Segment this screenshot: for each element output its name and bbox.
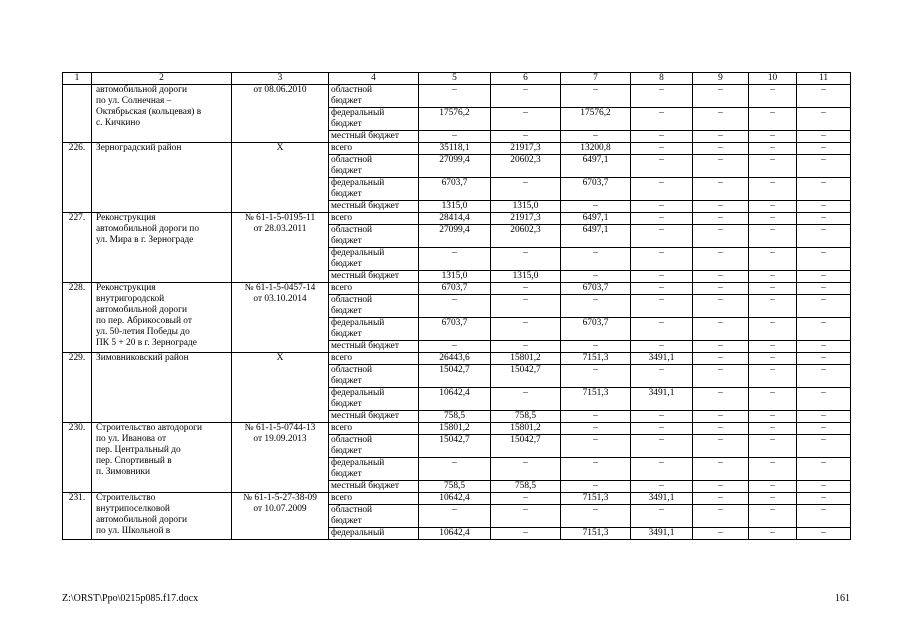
- row-number: 227.: [63, 213, 92, 283]
- funding-source: местный бюджет: [329, 201, 419, 213]
- header-row: [63, 73, 851, 85]
- value-cell: –: [749, 481, 797, 493]
- funding-source: всего: [329, 493, 419, 505]
- value-cell: 6497,1: [561, 213, 631, 225]
- value-cell: 6703,7: [561, 283, 631, 295]
- column-header: 6: [491, 73, 561, 85]
- value-cell: –: [419, 341, 491, 353]
- value-cell: –: [561, 201, 631, 213]
- funding-source: федеральный бюджет: [329, 388, 419, 411]
- value-cell: 17576,2: [419, 108, 491, 131]
- value-cell: 6703,7: [561, 178, 631, 201]
- value-cell: –: [419, 458, 491, 481]
- value-cell: –: [749, 248, 797, 271]
- value-cell: 15801,2: [491, 423, 561, 435]
- value-cell: 758,5: [419, 411, 491, 423]
- object-name: Зерноградский район: [92, 143, 232, 213]
- funding-source: местный бюджет: [329, 271, 419, 283]
- value-cell: –: [631, 108, 693, 131]
- value-cell: 15801,2: [419, 423, 491, 435]
- value-cell: –: [693, 213, 749, 225]
- value-cell: 27099,4: [419, 155, 491, 178]
- funding-source: федеральный бюджет: [329, 318, 419, 341]
- value-cell: 7151,3: [561, 493, 631, 505]
- value-cell: 3491,1: [631, 528, 693, 540]
- value-cell: 20602,3: [491, 225, 561, 248]
- value-cell: –: [561, 435, 631, 458]
- value-cell: –: [797, 365, 851, 388]
- value-cell: –: [631, 435, 693, 458]
- object-name: Реконструкция автомобильной дороги по ул. Мира в г. Зернограде: [92, 213, 232, 283]
- value-cell: –: [797, 201, 851, 213]
- column-header: 2: [92, 73, 232, 85]
- value-cell: –: [749, 143, 797, 155]
- value-cell: –: [631, 295, 693, 318]
- value-cell: –: [797, 155, 851, 178]
- value-cell: 15801,2: [491, 353, 561, 365]
- value-cell: –: [693, 411, 749, 423]
- value-cell: –: [693, 481, 749, 493]
- value-cell: –: [491, 295, 561, 318]
- value-cell: 758,5: [491, 411, 561, 423]
- value-cell: 6703,7: [419, 283, 491, 295]
- table-row: [63, 283, 851, 295]
- value-cell: –: [491, 388, 561, 411]
- value-cell: –: [797, 318, 851, 341]
- funding-source: федеральный бюджет: [329, 458, 419, 481]
- row-number: 229.: [63, 353, 92, 423]
- value-cell: –: [561, 248, 631, 271]
- value-cell: –: [749, 341, 797, 353]
- value-cell: –: [693, 318, 749, 341]
- value-cell: –: [693, 341, 749, 353]
- value-cell: –: [693, 295, 749, 318]
- value-cell: –: [693, 108, 749, 131]
- funding-source: областной бюджет: [329, 505, 419, 528]
- value-cell: –: [749, 271, 797, 283]
- value-cell: –: [491, 528, 561, 540]
- value-cell: –: [631, 283, 693, 295]
- value-cell: 35118,1: [419, 143, 491, 155]
- value-cell: –: [797, 481, 851, 493]
- value-cell: –: [749, 505, 797, 528]
- value-cell: –: [693, 528, 749, 540]
- value-cell: –: [693, 283, 749, 295]
- value-cell: –: [631, 458, 693, 481]
- value-cell: –: [749, 283, 797, 295]
- value-cell: –: [491, 493, 561, 505]
- value-cell: –: [631, 271, 693, 283]
- value-cell: –: [693, 85, 749, 108]
- document-ref: Х: [232, 143, 329, 213]
- value-cell: –: [693, 155, 749, 178]
- value-cell: –: [693, 225, 749, 248]
- value-cell: 3491,1: [631, 388, 693, 411]
- value-cell: 1315,0: [419, 271, 491, 283]
- document-ref: от 08.06.2010: [232, 85, 329, 143]
- table-row: [63, 213, 851, 225]
- document-ref: Х: [232, 353, 329, 423]
- value-cell: –: [631, 178, 693, 201]
- value-cell: –: [749, 353, 797, 365]
- value-cell: –: [749, 318, 797, 341]
- value-cell: –: [561, 271, 631, 283]
- value-cell: –: [491, 341, 561, 353]
- column-header: 8: [631, 73, 693, 85]
- value-cell: –: [491, 178, 561, 201]
- value-cell: –: [749, 131, 797, 143]
- value-cell: –: [797, 353, 851, 365]
- funding-source: областной бюджет: [329, 85, 419, 108]
- value-cell: –: [797, 435, 851, 458]
- funding-source: областной бюджет: [329, 295, 419, 318]
- document-ref: № 61-1-5-0195-11 от 28.03.2011: [232, 213, 329, 283]
- value-cell: 26443,6: [419, 353, 491, 365]
- funding-source: всего: [329, 353, 419, 365]
- value-cell: –: [419, 131, 491, 143]
- column-header: 4: [329, 73, 419, 85]
- row-number: 226.: [63, 143, 92, 213]
- value-cell: 3491,1: [631, 493, 693, 505]
- value-cell: –: [749, 108, 797, 131]
- value-cell: –: [491, 85, 561, 108]
- value-cell: –: [749, 388, 797, 411]
- value-cell: 6703,7: [419, 178, 491, 201]
- value-cell: –: [749, 493, 797, 505]
- value-cell: –: [797, 213, 851, 225]
- value-cell: –: [797, 493, 851, 505]
- value-cell: –: [749, 365, 797, 388]
- value-cell: –: [797, 458, 851, 481]
- value-cell: 10642,4: [419, 528, 491, 540]
- object-name: Строительство автодороги по ул. Иванова от пер. Центральный до пер. Спортивный в п. Зимовники: [92, 423, 232, 493]
- column-header: 1: [63, 73, 92, 85]
- value-cell: –: [693, 423, 749, 435]
- value-cell: 15042,7: [491, 365, 561, 388]
- value-cell: –: [491, 108, 561, 131]
- object-name: Зимовниковский район: [92, 353, 232, 423]
- funding-source: всего: [329, 283, 419, 295]
- value-cell: –: [631, 481, 693, 493]
- value-cell: –: [631, 365, 693, 388]
- funding-source: федеральный бюджет: [329, 248, 419, 271]
- table-row: [63, 353, 851, 365]
- value-cell: –: [561, 458, 631, 481]
- value-cell: –: [561, 365, 631, 388]
- value-cell: 15042,7: [419, 365, 491, 388]
- value-cell: –: [797, 108, 851, 131]
- value-cell: 17576,2: [561, 108, 631, 131]
- funding-source: всего: [329, 423, 419, 435]
- value-cell: 10642,4: [419, 388, 491, 411]
- value-cell: 6703,7: [561, 318, 631, 341]
- value-cell: –: [631, 423, 693, 435]
- value-cell: –: [797, 411, 851, 423]
- funding-source: местный бюджет: [329, 481, 419, 493]
- object-name: Строительство внутрипоселковой автомобильной дороги по ул. Школьной в: [92, 493, 232, 540]
- value-cell: –: [693, 388, 749, 411]
- value-cell: 27099,4: [419, 225, 491, 248]
- value-cell: –: [749, 458, 797, 481]
- value-cell: –: [797, 341, 851, 353]
- value-cell: –: [631, 411, 693, 423]
- value-cell: –: [693, 505, 749, 528]
- value-cell: 10642,4: [419, 493, 491, 505]
- value-cell: –: [749, 85, 797, 108]
- file-path: Z:\ORST\Ppo\0215p085.f17.docx: [62, 593, 199, 604]
- value-cell: –: [631, 213, 693, 225]
- value-cell: –: [631, 248, 693, 271]
- value-cell: –: [797, 423, 851, 435]
- value-cell: –: [749, 225, 797, 248]
- column-header: 3: [232, 73, 329, 85]
- value-cell: 7151,3: [561, 388, 631, 411]
- value-cell: –: [631, 318, 693, 341]
- table-row: [63, 423, 851, 435]
- value-cell: 1315,0: [491, 201, 561, 213]
- value-cell: –: [419, 505, 491, 528]
- value-cell: –: [749, 178, 797, 201]
- funding-source: местный бюджет: [329, 131, 419, 143]
- funding-source: областной бюджет: [329, 365, 419, 388]
- funding-source: федеральный бюджет: [329, 108, 419, 131]
- value-cell: –: [561, 341, 631, 353]
- value-cell: –: [797, 271, 851, 283]
- value-cell: –: [419, 295, 491, 318]
- value-cell: –: [749, 411, 797, 423]
- funding-source: всего: [329, 213, 419, 225]
- document-ref: № 61-1-5-27-38-09 от 10.07.2009: [232, 493, 329, 540]
- funding-source: местный бюджет: [329, 341, 419, 353]
- document-ref: № 61-1-5-0457-14 от 03.10.2014: [232, 283, 329, 353]
- row-number: [63, 85, 92, 143]
- value-cell: 758,5: [419, 481, 491, 493]
- value-cell: –: [797, 85, 851, 108]
- value-cell: –: [561, 411, 631, 423]
- document-ref: № 61-1-5-0744-13 от 19.09.2013: [232, 423, 329, 493]
- value-cell: 21917,3: [491, 213, 561, 225]
- value-cell: –: [693, 201, 749, 213]
- value-cell: 3491,1: [631, 353, 693, 365]
- value-cell: –: [693, 365, 749, 388]
- value-cell: –: [631, 143, 693, 155]
- value-cell: –: [561, 481, 631, 493]
- value-cell: 28414,4: [419, 213, 491, 225]
- value-cell: –: [797, 295, 851, 318]
- table-row: [63, 143, 851, 155]
- value-cell: –: [631, 225, 693, 248]
- value-cell: –: [631, 85, 693, 108]
- value-cell: –: [797, 143, 851, 155]
- object-name: Реконструкция внутригородской автомобильной дороги по пер. Абрикосовый от ул. 50-летия Победы до ПК 5 + 20 в г. Зернограде: [92, 283, 232, 353]
- object-name: автомобильной дороги по ул. Солнечная – Октябрьская (кольцевая) в с. Кичкино: [92, 85, 232, 143]
- budget-table: [62, 72, 851, 540]
- column-header: 11: [797, 73, 851, 85]
- value-cell: –: [693, 248, 749, 271]
- value-cell: 6497,1: [561, 225, 631, 248]
- value-cell: –: [561, 295, 631, 318]
- value-cell: 1315,0: [491, 271, 561, 283]
- value-cell: –: [491, 505, 561, 528]
- value-cell: –: [693, 353, 749, 365]
- value-cell: –: [419, 248, 491, 271]
- value-cell: –: [797, 225, 851, 248]
- column-header: 5: [419, 73, 491, 85]
- row-number: 231.: [63, 493, 92, 540]
- value-cell: –: [797, 505, 851, 528]
- value-cell: 15042,7: [419, 435, 491, 458]
- value-cell: –: [797, 528, 851, 540]
- row-number: 230.: [63, 423, 92, 493]
- value-cell: –: [797, 388, 851, 411]
- value-cell: –: [749, 201, 797, 213]
- value-cell: –: [631, 131, 693, 143]
- value-cell: –: [693, 493, 749, 505]
- value-cell: –: [749, 528, 797, 540]
- value-cell: –: [491, 458, 561, 481]
- value-cell: –: [797, 131, 851, 143]
- value-cell: –: [631, 341, 693, 353]
- value-cell: 6497,1: [561, 155, 631, 178]
- value-cell: 7151,3: [561, 528, 631, 540]
- value-cell: –: [749, 435, 797, 458]
- column-header: 7: [561, 73, 631, 85]
- value-cell: 6703,7: [419, 318, 491, 341]
- value-cell: 1315,0: [419, 201, 491, 213]
- value-cell: –: [693, 178, 749, 201]
- value-cell: –: [693, 435, 749, 458]
- value-cell: –: [491, 318, 561, 341]
- value-cell: –: [491, 283, 561, 295]
- value-cell: 13200,8: [561, 143, 631, 155]
- value-cell: –: [797, 283, 851, 295]
- value-cell: –: [749, 423, 797, 435]
- value-cell: 758,5: [491, 481, 561, 493]
- value-cell: –: [693, 271, 749, 283]
- value-cell: 15042,7: [491, 435, 561, 458]
- value-cell: –: [419, 85, 491, 108]
- table-row: [63, 85, 851, 108]
- funding-source: областной бюджет: [329, 225, 419, 248]
- value-cell: –: [749, 213, 797, 225]
- funding-source: всего: [329, 143, 419, 155]
- value-cell: –: [693, 143, 749, 155]
- value-cell: –: [491, 248, 561, 271]
- column-header: 9: [693, 73, 749, 85]
- value-cell: –: [797, 178, 851, 201]
- funding-source: областной бюджет: [329, 155, 419, 178]
- table-row: [63, 493, 851, 505]
- value-cell: 20602,3: [491, 155, 561, 178]
- row-number: 228.: [63, 283, 92, 353]
- value-cell: –: [561, 505, 631, 528]
- page-number: 161: [835, 593, 850, 604]
- funding-source: федеральный бюджет: [329, 178, 419, 201]
- value-cell: –: [631, 201, 693, 213]
- value-cell: 21917,3: [491, 143, 561, 155]
- value-cell: –: [749, 155, 797, 178]
- value-cell: –: [749, 295, 797, 318]
- value-cell: –: [631, 155, 693, 178]
- value-cell: –: [561, 85, 631, 108]
- funding-source: областной бюджет: [329, 435, 419, 458]
- value-cell: –: [491, 131, 561, 143]
- value-cell: –: [561, 131, 631, 143]
- value-cell: –: [797, 248, 851, 271]
- funding-source: местный бюджет: [329, 411, 419, 423]
- value-cell: 7151,3: [561, 353, 631, 365]
- value-cell: –: [631, 505, 693, 528]
- funding-source: федеральный: [329, 528, 419, 540]
- value-cell: –: [693, 458, 749, 481]
- value-cell: –: [561, 423, 631, 435]
- value-cell: –: [693, 131, 749, 143]
- column-header: 10: [749, 73, 797, 85]
